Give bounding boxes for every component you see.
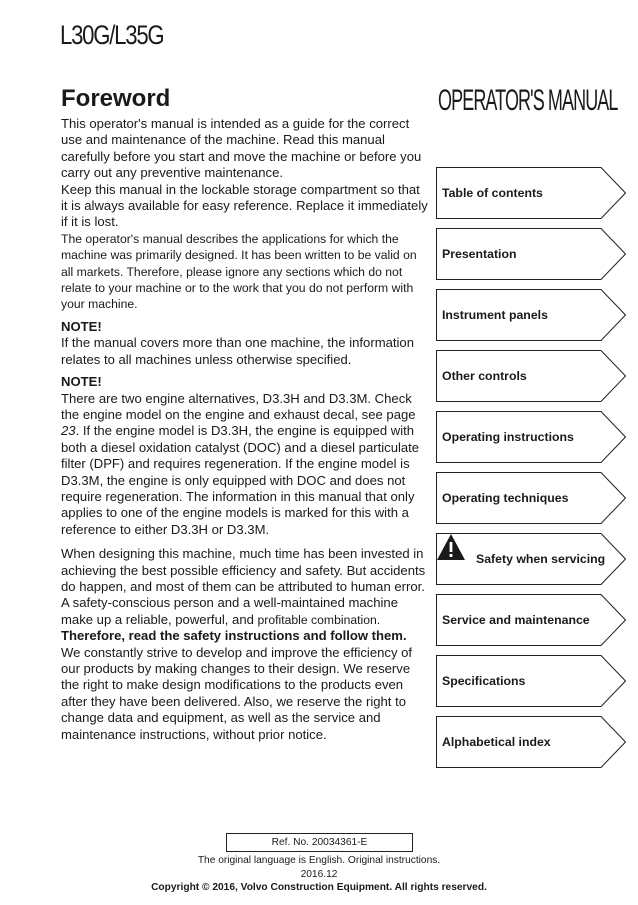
foreword-section bbox=[61, 84, 429, 743]
paragraph-4-bold: Therefore, read the safety instructions and follow them. bbox=[61, 628, 407, 644]
note-label-2: NOTE! bbox=[61, 374, 102, 390]
paragraph-4-text: When designing this machine, much time has been invested in achieving the best possible efficiency and safety. But accidents do happen, and most of them can be attributed to human error. A safety-conscious person and a well-maintained machine make up a reliable, powerful, and bbox=[61, 546, 426, 627]
paragraph-4-small: profitable combination. bbox=[257, 612, 381, 627]
nav-tab-instrument-panels[interactable] bbox=[436, 289, 626, 341]
note-text-1: If the manual covers more than one machine, the information relates to all machines unless otherwise specified. bbox=[61, 335, 414, 367]
foreword-paragraph-5: We constantly strive to develop and improve the efficiency of our products by making changes to their design. We reserve the right to make design modifications to the products even after they have been delivered. Also, we reserve the right to change data and equipment, as well as the service and maintenance instructions, without prior notice. bbox=[61, 644, 413, 742]
foreword-paragraph-4 bbox=[61, 546, 429, 644]
note-text-2-post: . If the engine model is D3.3H, the engine is equipped with both a diesel oxidation catalyst (DOC) and a diesel particulate filter (DPF) and requires regeneration. If the engine model is D3.3M, the engine is only equipped with DOC and does not require regeneration. The information in this manual that only applies to one of the engine models is marked for this with a reference to either D3.3H or D3.3M. bbox=[61, 423, 420, 537]
foreword-paragraph-3: The operator's manual describes the applications for which the machine was primarily designed. It has been written to be valid on all markets. Therefore, please ignore any sections which do not relate to your machine or to the work that you do not perform with your machine. bbox=[61, 231, 417, 312]
nav-tab-safety-when-servicing[interactable] bbox=[436, 533, 626, 585]
nav-label: Operating techniques bbox=[442, 491, 569, 505]
foreword-paragraph-1: This operator's manual is intended as a guide for the correct use and maintenance of the machine. Read this manual carefully before you start and move the machine or before you carry out any preventive maintenance. bbox=[61, 116, 422, 181]
nav-tab-table-of-contents[interactable] bbox=[436, 167, 626, 219]
nav-tab-operating-instructions[interactable] bbox=[436, 411, 626, 463]
nav-tab-specifications[interactable] bbox=[436, 655, 626, 707]
nav-tab-service-and-maintenance[interactable] bbox=[436, 594, 626, 646]
nav-label: Operating instructions bbox=[442, 430, 574, 444]
nav-label: Presentation bbox=[442, 247, 517, 261]
nav-label: Alphabetical index bbox=[442, 735, 551, 749]
note-text-2-pre: There are two engine alternatives, D3.3H and D3.3M. Check the engine model on the engine and exhaust decal, see page bbox=[61, 390, 416, 422]
model-title: L30G/L35G bbox=[60, 20, 164, 50]
warning-triangle-icon bbox=[436, 533, 466, 561]
nav-tab-other-controls[interactable] bbox=[436, 350, 626, 402]
nav-label: Safety when servicing bbox=[476, 552, 606, 566]
manual-title: OPERATOR'S MANUAL bbox=[438, 84, 618, 117]
foreword-paragraph-2: Keep this manual in the lockable storage compartment so that it is always available for easy reference. Replace it immediately if it is lost. bbox=[61, 181, 428, 230]
nav-label: Service and maintenance bbox=[442, 613, 590, 627]
page-reference-link[interactable]: 23 bbox=[61, 423, 76, 439]
nav-label: Table of contents bbox=[442, 186, 543, 200]
nav-label: Other controls bbox=[442, 369, 527, 383]
nav-tab-alphabetical-index[interactable] bbox=[436, 716, 626, 768]
section-nav bbox=[436, 167, 626, 777]
nav-label: Specifications bbox=[442, 674, 526, 688]
publication-date: 2016.12 bbox=[300, 869, 338, 880]
note-text-2 bbox=[61, 391, 429, 539]
nav-tab-operating-techniques[interactable] bbox=[436, 472, 626, 524]
nav-label: Instrument panels bbox=[442, 308, 548, 322]
copyright-notice: Copyright © 2016, Volvo Construction Equipment. All rights reserved. bbox=[151, 882, 487, 893]
original-language-note: The original language is English. Original instructions. bbox=[197, 855, 441, 866]
note-label-1: NOTE! bbox=[61, 318, 102, 334]
foreword-heading: Foreword bbox=[61, 85, 171, 112]
reference-number: Ref. No. 20034361-E bbox=[226, 833, 413, 852]
nav-tab-presentation[interactable] bbox=[436, 228, 626, 280]
